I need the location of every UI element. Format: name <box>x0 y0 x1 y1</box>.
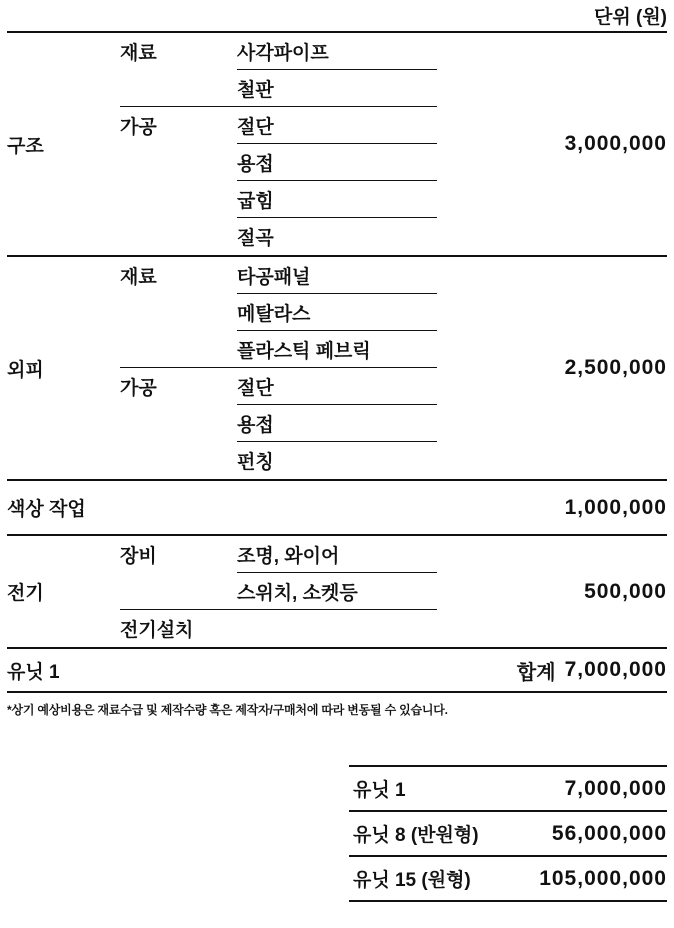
group-structure <box>7 33 667 257</box>
item-label: 절단 <box>237 368 437 405</box>
unit-label: 단위 (원) <box>594 7 667 28</box>
summary-row <box>349 767 667 812</box>
subgroup-separator <box>120 573 237 610</box>
summary-value: 105,000,000 <box>539 866 667 890</box>
item-label: 메탈라스 <box>237 294 437 331</box>
total-value: 7,000,000 <box>564 658 667 681</box>
total-row <box>7 649 667 693</box>
subgroup-separator <box>120 331 237 368</box>
summary-label: 유닛 15 (원형) <box>353 870 471 891</box>
group-skin <box>7 257 667 481</box>
unit-header <box>7 0 667 33</box>
group-value: 3,000,000 <box>564 132 667 155</box>
summary-row <box>349 812 667 857</box>
subgroup-label: 전기설치 <box>120 620 194 641</box>
item-label: 플라스틱 페브릭 <box>237 331 437 368</box>
summary-label: 유닛 1 <box>353 780 406 801</box>
item-label: 굽힘 <box>237 181 437 218</box>
group-value: 500,000 <box>584 579 667 603</box>
summary-label: 유닛 8 (반원형) <box>353 825 479 846</box>
subgroup-label: 재료 <box>120 267 157 288</box>
item-label: 철판 <box>237 70 437 107</box>
item-label: 타공패널 <box>237 257 437 294</box>
group-label: 구조 <box>7 135 44 157</box>
item-label: 용접 <box>237 405 437 442</box>
subgroup-label: 장비 <box>120 546 157 567</box>
item-label: 조명, 와이어 <box>237 536 437 573</box>
subgroup-label: 가공 <box>120 117 157 138</box>
group-label: 전기 <box>7 583 44 604</box>
total-amount <box>517 656 667 685</box>
summary-value: 56,000,000 <box>551 821 667 845</box>
summary-row <box>349 857 667 902</box>
item-label: 스위치, 소켓등 <box>237 573 437 610</box>
group-value: 1,000,000 <box>564 495 667 519</box>
item-label: 용접 <box>237 144 437 181</box>
item-label: 절단 <box>237 107 437 144</box>
group-electric <box>7 536 667 649</box>
item-label: 펀칭 <box>237 452 274 473</box>
summary-value: 7,000,000 <box>564 776 667 800</box>
group-label: 색상 작업 <box>7 499 86 520</box>
total-unit-label: 유닛 1 <box>7 661 60 683</box>
item-label: 절곡 <box>237 228 274 249</box>
row-color-work <box>7 481 667 536</box>
group-label: 외피 <box>7 359 44 381</box>
footnote: *상기 예상비용은 재료수급 및 제작수량 혹은 제작자/구매처에 따라 변동될 수 있습니다. <box>7 703 448 717</box>
total-prefix: 합계 <box>516 661 556 684</box>
subgroup-label: 재료 <box>120 43 157 64</box>
subgroup-separator <box>120 70 237 107</box>
summary-table <box>349 765 667 902</box>
group-value: 2,500,000 <box>564 356 667 379</box>
subgroup-label: 가공 <box>120 378 157 399</box>
item-label: 사각파이프 <box>237 33 437 70</box>
